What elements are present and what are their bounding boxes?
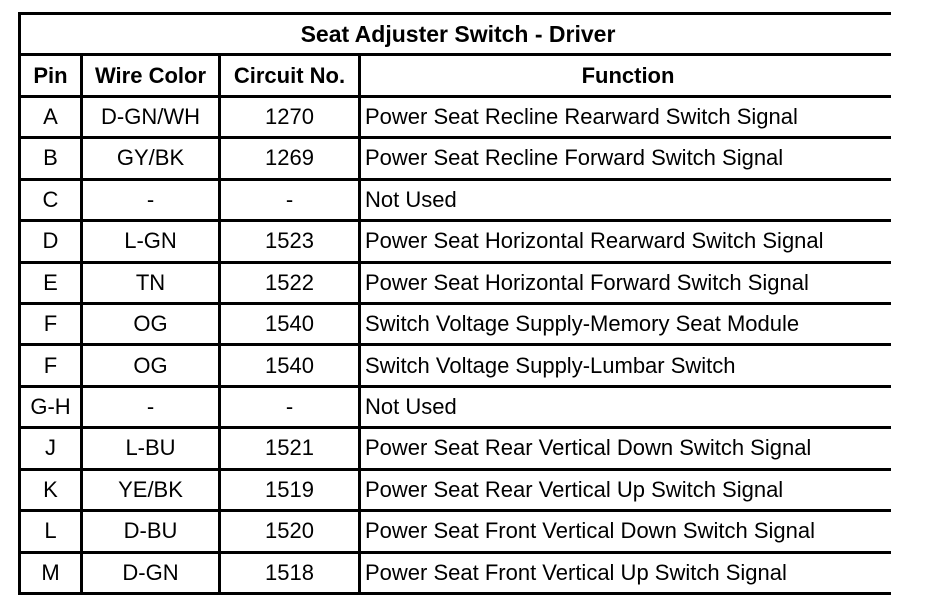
cell-pin: G-H <box>21 388 80 426</box>
cell-circuit-no: 1521 <box>221 429 358 467</box>
cell-wire-color: D-BU <box>83 512 218 550</box>
cell-function: Power Seat Horizontal Forward Switch Signal <box>361 264 895 302</box>
cell-wire-color: D-GN <box>83 554 218 592</box>
cell-function: Power Seat Horizontal Rearward Switch Signal <box>361 222 895 260</box>
cell-pin: E <box>21 264 80 302</box>
cell-wire-color: L-BU <box>83 429 218 467</box>
cell-wire-color: OG <box>83 305 218 343</box>
cell-circuit-no: - <box>221 181 358 219</box>
cell-function: Power Seat Front Vertical Up Switch Signal <box>361 554 895 592</box>
cell-pin: D <box>21 222 80 260</box>
cell-wire-color: YE/BK <box>83 471 218 509</box>
cell-pin: A <box>21 98 80 136</box>
cell-pin: K <box>21 471 80 509</box>
connector-table <box>18 12 891 595</box>
header-function: Function <box>361 56 895 94</box>
cell-pin: L <box>21 512 80 550</box>
cell-function: Power Seat Rear Vertical Down Switch Signal <box>361 429 895 467</box>
cell-pin: F <box>21 305 80 343</box>
cell-function: Not Used <box>361 181 895 219</box>
cell-circuit-no: 1519 <box>221 471 358 509</box>
cell-circuit-no: 1522 <box>221 264 358 302</box>
cell-wire-color: D-GN/WH <box>83 98 218 136</box>
cell-function: Power Seat Recline Rearward Switch Signal <box>361 98 895 136</box>
cell-wire-color: OG <box>83 346 218 384</box>
cell-wire-color: - <box>83 181 218 219</box>
cell-pin: B <box>21 139 80 177</box>
cell-wire-color: TN <box>83 264 218 302</box>
cell-wire-color: GY/BK <box>83 139 218 177</box>
cell-wire-color: - <box>83 388 218 426</box>
cell-function: Power Seat Rear Vertical Up Switch Signal <box>361 471 895 509</box>
cell-circuit-no: 1540 <box>221 346 358 384</box>
header-pin: Pin <box>21 56 80 94</box>
cell-circuit-no: 1540 <box>221 305 358 343</box>
cell-function: Switch Voltage Supply-Memory Seat Module <box>361 305 895 343</box>
cell-circuit-no: 1270 <box>221 98 358 136</box>
cell-circuit-no: 1523 <box>221 222 358 260</box>
cell-function: Switch Voltage Supply-Lumbar Switch <box>361 346 895 384</box>
header-circuit-no: Circuit No. <box>221 56 358 94</box>
cell-circuit-no: 1518 <box>221 554 358 592</box>
table-title: Seat Adjuster Switch - Driver <box>21 15 895 53</box>
cell-function: Power Seat Front Vertical Down Switch Signal <box>361 512 895 550</box>
cell-circuit-no: 1269 <box>221 139 358 177</box>
header-wire-color: Wire Color <box>83 56 218 94</box>
cell-circuit-no: - <box>221 388 358 426</box>
cell-circuit-no: 1520 <box>221 512 358 550</box>
cell-pin: J <box>21 429 80 467</box>
cell-function: Not Used <box>361 388 895 426</box>
cell-pin: F <box>21 346 80 384</box>
cell-function: Power Seat Recline Forward Switch Signal <box>361 139 895 177</box>
cell-pin: M <box>21 554 80 592</box>
cell-wire-color: L-GN <box>83 222 218 260</box>
cell-pin: C <box>21 181 80 219</box>
